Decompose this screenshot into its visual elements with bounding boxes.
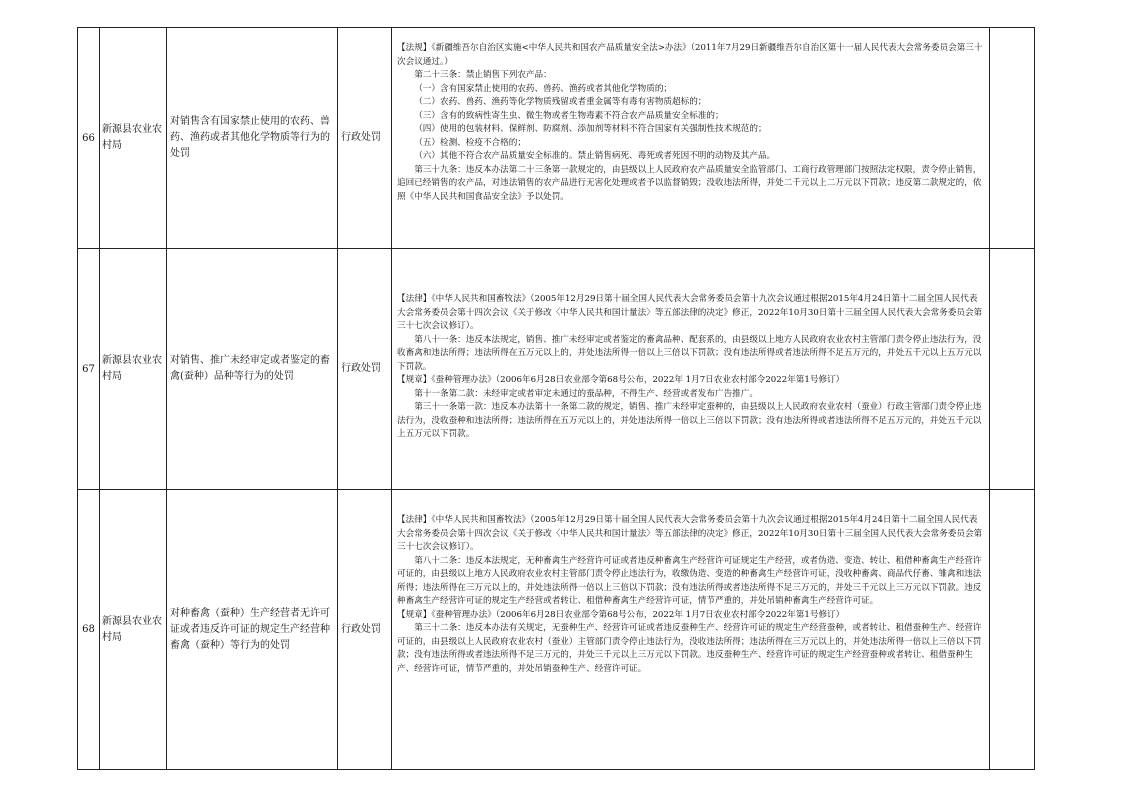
power-category: 行政处罚 [338, 28, 392, 249]
legal-basis [392, 249, 990, 490]
basis-paragraph: 【规章】《蚕种管理办法》（2006年6月28日农业部令第68号公布，2022年 1月7日农业农村部令2022年第1号修订） [397, 375, 845, 385]
remarks-cell [990, 28, 1035, 249]
remarks-cell [990, 490, 1035, 770]
basis-paragraph: 第三十二条：违反本办法有关规定，无蚕种生产、经营许可证或者违反蚕种生产、经营许可证的规定生产经营蚕种，或者转让、租借蚕种生产、经营许可证的，由县级以上人民政府农业农村（蚕业）主管部门责令停止违法行为，没收违法所得；违法所得在三万元以上的，并处违法所得一倍以上三倍以下罚款；没有违法所得或者违法所得不足三万元的，并处三千元以上三万元以下罚款。违反蚕种生产、经营许可证的规定生产经营蚕种或者转让、租借蚕种生产、经营许可证，情节严重的，并处吊销蚕种生产、经营许可证。 [397, 623, 982, 674]
basis-paragraph: （五）检测、检疫不合格的； [414, 137, 526, 148]
basis-paragraph: 第十一条第二款：未经审定或者审定未通过的蚕品种，不得生产、经营或者发布广告推广。 [414, 388, 758, 399]
table-row [78, 490, 1035, 770]
power-category: 行政处罚 [338, 249, 392, 490]
table-row [78, 249, 1035, 490]
row-number: 66 [78, 28, 100, 249]
row-number: 68 [78, 490, 100, 770]
department-name: 新源县农业农村局 [100, 28, 167, 249]
basis-paragraph: 第八十一条：违反本法规定，销售、推广未经审定或者鉴定的畜禽品种、配套系的，由县级以上地方人民政府农业农村主管部门责令停止违法行为，没收畜禽和违法所得；违法所得在五万元以上的，并处违法所得一倍以上三倍以下罚款；没有违法所得或者违法所得不足五万元的，并处五千元以上五万元以下罚款。 [397, 334, 982, 372]
power-category: 行政处罚 [338, 490, 392, 770]
basis-paragraph: （二）农药、兽药、渔药等化学物质残留或者重金属等有毒有害物质超标的； [414, 97, 707, 107]
basis-paragraph: 第三十一条第一款：违反本办法第十一条第二款的规定，销售、推广未经审定蚕种的，由县级以上人民政府农业农村（蚕业）行政主管部门责令停止违法行为，没收蚕种和违法所得；违法所得在五万元以上的，并处违法所得一倍以上三倍以下罚款；没有违法所得或者违法所得不足五万元的，并处五千元以上五万元以下罚款。 [397, 402, 982, 439]
row-number: 67 [78, 249, 100, 490]
administrative-power-table [77, 27, 1035, 770]
power-item-name: 对种畜禽（蚕种）生产经营者无许可证或者违反许可证的规定生产经营种畜禽（蚕种）等行为的处罚 [167, 490, 338, 770]
table-row [78, 28, 1035, 249]
legal-basis [392, 490, 990, 770]
basis-paragraph: 第八十二条：违反本法规定，无种畜禽生产经营许可证或者违反种畜禽生产经营许可证规定生产经营，或者伪造、变造、转让、租借种畜禽生产经营许可证的，由县级以上地方人民政府农业农村主管部门责令停止违法行为，收缴伪造、变造的种畜禽生产经营许可证，没收种畜禽、商品代仔畜、雏禽和违法所得；违法所得在三万元以上的，并处违法所得一倍以上三倍以下罚款；没有违法所得或者违法所得不足三万元的，并处三千元以上三万元以下罚款。违反种畜禽生产经营许可证的规定生产经营或者转让、租借种畜禽生产经营许可证，情节严重的，并处吊销种畜禽生产经营许可证。 [397, 555, 982, 606]
department-name: 新源县农业农村局 [100, 490, 167, 770]
remarks-cell [990, 249, 1035, 490]
basis-paragraph: 第二十三条：禁止销售下列农产品： [414, 70, 552, 80]
basis-paragraph: （一）含有国家禁止使用的农药、兽药、渔药或者其他化学物质的； [414, 83, 673, 94]
department-name: 新源县农业农村局 [100, 249, 167, 490]
legal-basis [392, 28, 990, 249]
basis-paragraph: （六）其他不符合农产品质量安全标准的。禁止销售病死、毒死或者死因不明的动物及其产品。 [414, 151, 776, 161]
power-item-name: 对销售含有国家禁止使用的农药、兽药、渔药或者其他化学物质等行为的处罚 [167, 28, 338, 249]
basis-paragraph: （四）使用的包装材料、保鲜剂、防腐剂、添加剂等材料不符合国家有关强制性技术规范的； [414, 124, 767, 134]
basis-paragraph: 【法律】《中华人民共和国畜牧法》（2005年12月29日第十届全国人民代表大会常务委员会第十九次会议通过根据2015年4月24日第十二届全国人民代表大会常务委员会第十四次会议《关于修改〈中华人民共和国计量法〉等五部法律的决定》修正，2022年10月30日第十三届全国人民代表大会常务委员会第三十七次会议修订）。 [397, 515, 983, 552]
power-item-name: 对销售、推广未经审定或者鉴定的畜禽(蚕种）品种等行为的处罚 [167, 249, 338, 490]
basis-paragraph: 【法规】《新疆维吾尔自治区实施<中华人民共和国农产品质量安全法>办法》（2011年7月29日新疆维吾尔自治区第十一届人民代表大会常务委员会第三十次会议通过。） [397, 43, 983, 67]
basis-paragraph: 【规章】《蚕种管理办法》（2006年6月28日农业部令第68号公布，2022年 1月7日农业农村部令2022年第1号修订） [397, 609, 845, 620]
basis-paragraph: （三）含有的致病性寄生虫、微生物或者生物毒素不符合农产品质量安全标准的； [414, 110, 724, 121]
basis-paragraph: 第三十九条：违反本办法第二十三条第一款规定的，由县级以上人民政府农产品质量安全监管部门、工商行政管理部门按照法定权限，责令停止销售，追回已经销售的农产品，对违法销售的农产品进行无害化处理或者予以监督销毁；没收违法所得，并处二千元以上二万元以下罚款；违反第二款规定的，依照《中华人民共和国食品安全法》予以处罚。 [397, 164, 982, 202]
basis-paragraph: 【法律】《中华人民共和国畜牧法》（2005年12月29日第十届全国人民代表大会常务委员会第十九次会议通过根据2015年4月24日第十二届全国人民代表大会常务委员会第十四次会议《关于修改〈中华人民共和国计量法〉等五部法律的决定》修正，2022年10月30日第十三届全国人民代表大会常务委员会第三十七次会议修订）。 [397, 294, 983, 331]
